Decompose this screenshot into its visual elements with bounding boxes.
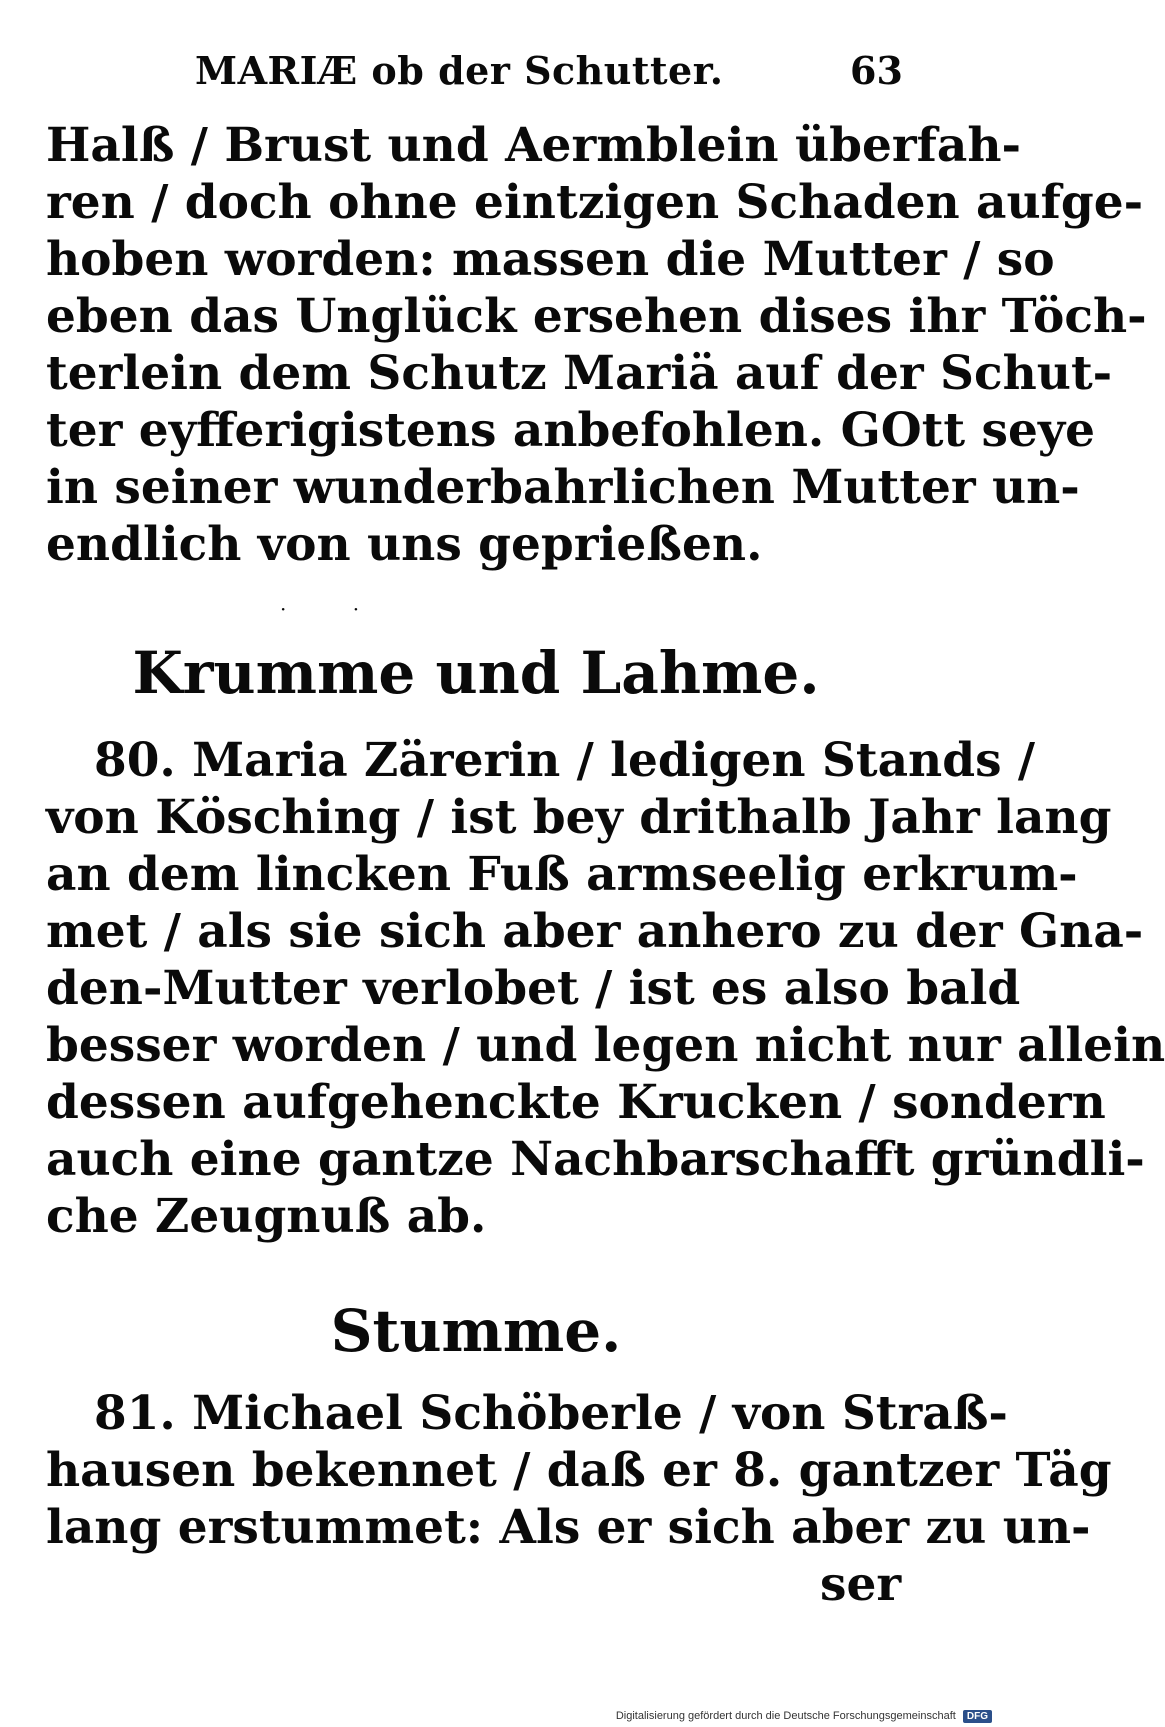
text-line: ter eyfferigistens anbefohlen. GOtt seye bbox=[46, 403, 1096, 458]
text-line: lang erstummet: Als er sich aber zu un- bbox=[46, 1500, 1091, 1555]
page-number: 63 bbox=[850, 48, 903, 93]
footer-text: Digitalisierung gefördert durch die Deutsche Forschungsgemeinschaft bbox=[615, 1710, 956, 1722]
text-line: hoben worden: massen die Mutter / so bbox=[46, 232, 1055, 287]
text-line: an dem lincken Fuß armseelig erkrum- bbox=[46, 847, 1078, 902]
text-line: besser worden / und legen nicht nur allein bbox=[46, 1018, 1165, 1073]
text-line: terlein dem Schutz Mariä auf der Schut- bbox=[46, 346, 1113, 401]
running-title: MARIÆ ob der Schutter. bbox=[195, 48, 724, 93]
text-line: 80. Maria Zärerin / ledigen Stands / bbox=[94, 733, 1036, 788]
text-line: den-Mutter verlobet / ist es also bald bbox=[46, 961, 1021, 1016]
section-heading: Stumme. bbox=[330, 1297, 622, 1365]
section-heading: Krumme und Lahme. bbox=[132, 639, 820, 707]
digitization-footer bbox=[616, 1710, 992, 1723]
text-line: auch eine gantze Nachbarschafft gründli- bbox=[46, 1132, 1145, 1187]
text-line: in seiner wunderbahrlichen Mutter un- bbox=[46, 460, 1080, 515]
page-header bbox=[195, 48, 915, 108]
text-line: ren / doch ohne eintzigen Schaden aufge- bbox=[46, 175, 1144, 230]
text-line: dessen aufgehenckte Krucken / sondern bbox=[46, 1075, 1106, 1130]
text-line: met / als sie sich aber anhero zu der Gna- bbox=[46, 904, 1144, 959]
text-line: 81. Michael Schöberle / von Straß- bbox=[94, 1386, 1008, 1441]
text-line: von Kösching / ist bey drithalb Jahr lang bbox=[46, 790, 1112, 845]
dfg-logo: DFG bbox=[963, 1710, 992, 1723]
catchword: ser bbox=[820, 1557, 902, 1612]
print-specks: · · bbox=[280, 597, 390, 621]
text-line: hausen bekennet / daß er 8. gantzer Täg bbox=[46, 1443, 1112, 1498]
text-line: eben das Unglück ersehen dises ihr Töch- bbox=[46, 289, 1147, 344]
text-line: che Zeugnuß ab. bbox=[46, 1189, 487, 1244]
text-line: endlich von uns geprießen. bbox=[46, 517, 763, 572]
text-line: Halß / Brust und Aermblein überfah- bbox=[46, 118, 1021, 173]
